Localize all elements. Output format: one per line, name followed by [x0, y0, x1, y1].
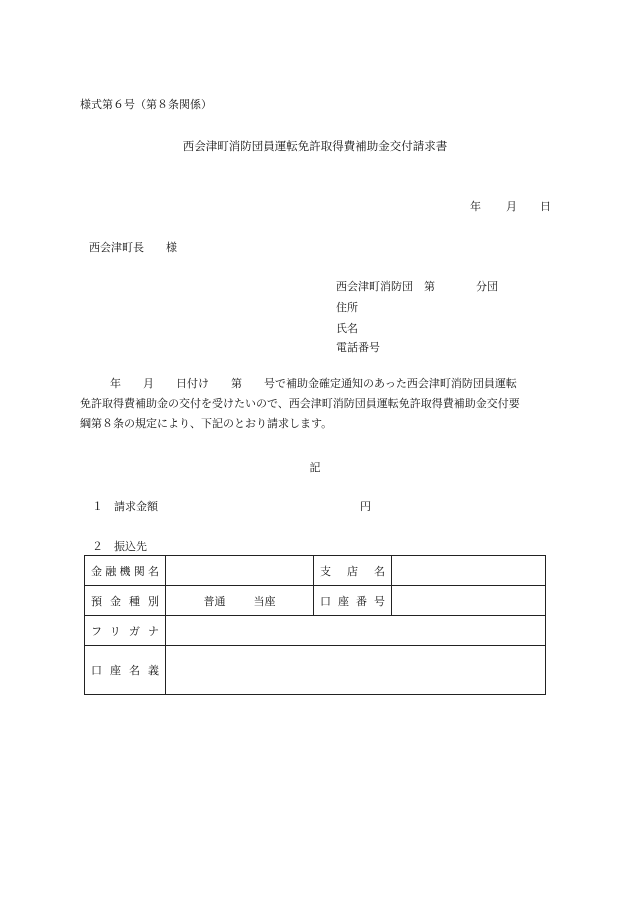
deposit-type-field[interactable]	[166, 586, 314, 616]
ki-heading: 記	[309, 461, 321, 474]
date-year-label: 年	[470, 200, 481, 213]
table-row	[85, 556, 546, 586]
sender-phone-label: 電話番号	[336, 341, 380, 354]
form-number: 様式第６号（第８条関係）	[80, 98, 212, 111]
request-body	[80, 374, 550, 434]
branch-label: 支店名	[314, 556, 392, 586]
deposit-type-label: 預金種別	[85, 586, 166, 616]
sender-affiliation-prefix: 西会津町消防団 第	[336, 280, 435, 293]
branch-field[interactable]	[392, 556, 546, 586]
date-month-label: 月	[506, 200, 517, 213]
document-title: 西会津町消防団員運転免許取得費補助金交付請求書	[182, 139, 448, 153]
furigana-label: フリガナ	[85, 616, 166, 646]
account-holder-field[interactable]	[166, 646, 546, 695]
table-row	[85, 586, 546, 616]
institution-label: 金融機関名	[85, 556, 166, 586]
furigana-field[interactable]	[166, 616, 546, 646]
table-row	[85, 616, 546, 646]
request-amount-unit: 円	[360, 500, 371, 513]
request-amount-label: １ 請求金額	[92, 500, 158, 513]
transfer-destination-label: ２ 振込先	[92, 540, 147, 553]
date-day-label: 日	[540, 200, 551, 213]
body-line-1: 年 月 日付け 第 号で補助金確定通知のあった西会津町消防団員運転	[110, 377, 517, 390]
deposit-type-ordinary[interactable]: 普通	[203, 594, 226, 608]
sender-affiliation-suffix: 分団	[476, 280, 498, 293]
body-line-2: 免許取得費補助金の交付を受けたいので、西会津町消防団員運転免許取得費補助金交付要	[80, 397, 520, 410]
deposit-type-current[interactable]: 当座	[253, 594, 276, 608]
table-row	[85, 646, 546, 695]
account-number-field[interactable]	[392, 586, 546, 616]
sender-address-label: 住所	[336, 301, 358, 314]
bank-account-table	[84, 555, 546, 695]
sender-name-label: 氏名	[336, 322, 358, 335]
addressee: 西会津町長 様	[89, 241, 177, 254]
account-number-label: 口座番号	[314, 586, 392, 616]
body-line-3: 綱第８条の規定により、下記のとおり請求します。	[80, 417, 333, 430]
account-holder-label: 口座名義	[85, 646, 166, 695]
institution-field[interactable]	[166, 556, 314, 586]
